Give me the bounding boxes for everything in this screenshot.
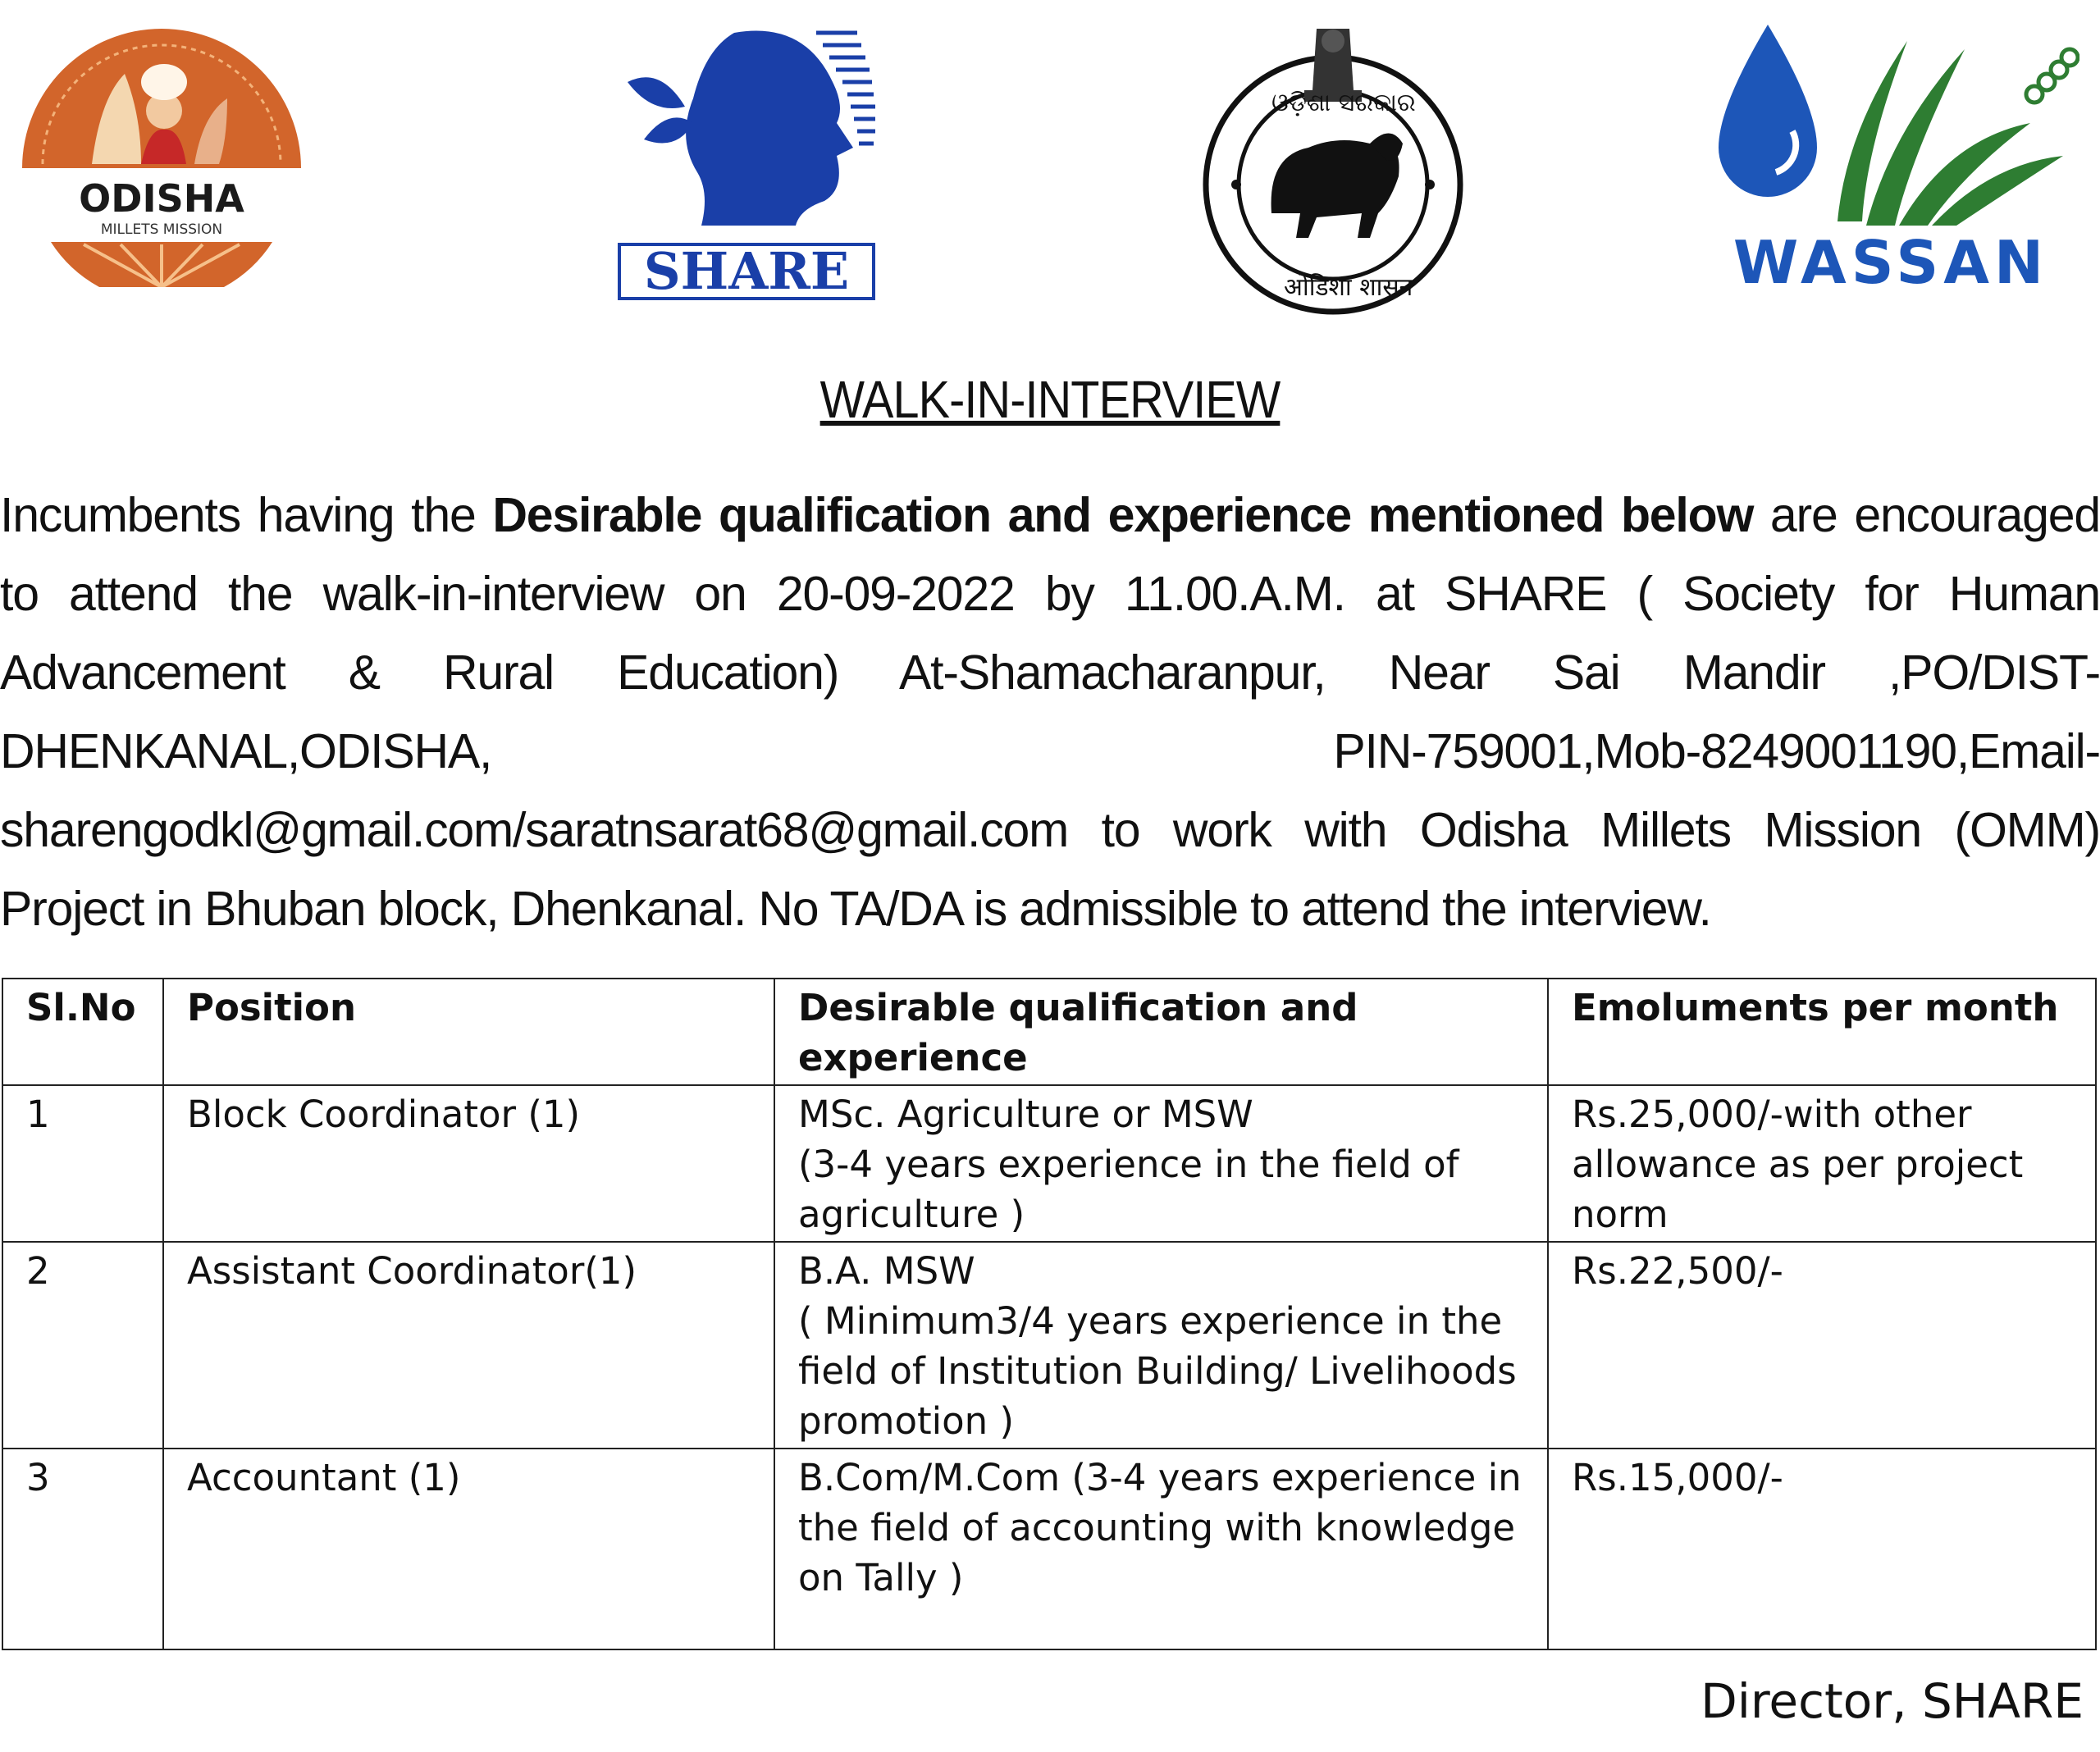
table-row: [2, 1085, 2096, 1242]
govt-emblem-bottom-text: ओडिशा शासन: [1284, 273, 1413, 302]
header-qualification: Desirable qualification and experience: [774, 979, 1548, 1085]
cell-sl-no: 1: [2, 1085, 163, 1242]
cell-emoluments: Rs.25,000/-with other allowance as per project norm: [1548, 1085, 2096, 1242]
positions-table: [2, 978, 2097, 1650]
page-title: WALK-IN-INTERVIEW: [819, 370, 1281, 429]
intro-text-bold: Desirable qualification and experience mentioned below: [492, 488, 1754, 542]
share-logo-text: SHARE: [643, 241, 850, 301]
table-row: [2, 1449, 2096, 1649]
govt-odisha-emblem: [1194, 12, 1472, 320]
cell-qualification: MSc. Agriculture or MSW (3-4 years experience in the field of agriculture ): [774, 1085, 1548, 1242]
cell-sl-no: 2: [2, 1242, 163, 1449]
wassan-logo: [1702, 16, 2079, 295]
govt-emblem-top-text: ଓଡ଼ିଶା ସରକାର: [1271, 89, 1416, 117]
cell-qualification: B.A. MSW ( Minimum3/4 years experience in the field of Institution Building/ Livelihoods promotion ): [774, 1242, 1548, 1449]
header-sl-no: Sl.No: [2, 979, 163, 1085]
cell-emoluments: Rs.22,500/-: [1548, 1242, 2096, 1449]
header-position: Position: [163, 979, 774, 1085]
logo-row: [0, 0, 2100, 320]
cell-emoluments: Rs.15,000/-: [1548, 1449, 2096, 1649]
signature: Director, SHARE: [1701, 1673, 2084, 1729]
wassan-logo-text: WASSAN: [1732, 228, 2049, 295]
cell-position: Block Coordinator (1): [163, 1085, 774, 1242]
odisha-millets-mission-logo: [18, 25, 305, 287]
intro-paragraph: [0, 476, 2100, 948]
intro-text-start: Incumbents having the: [0, 488, 493, 542]
header-emoluments: Emoluments per month: [1548, 979, 2096, 1085]
share-logo: [611, 16, 882, 303]
table-header-row: [2, 979, 2096, 1085]
table-row: [2, 1242, 2096, 1449]
cell-position: Assistant Coordinator(1): [163, 1242, 774, 1449]
odisha-logo-subtitle: MILLETS MISSION: [100, 221, 223, 238]
intro-text-end: are encouraged to attend the walk-in-interview on 20-09-2022 by 11.00.A.M. at SHARE ( Society for Human Advancement & Rural Education) At-Shamacharanpur, Near Sai Mandir ,PO/DIST-DHENKANAL,ODISHA, PIN-759001,Mob-8249001190,Email-sharengodkl@gmail.com/saratnsarat68@gmail.com to work with Odisha Millets Mission (OMM) Project in Bhuban block, Dhenkanal. No TA/DA is admissible to attend the interview.: [0, 488, 2100, 936]
odisha-logo-name: ODISHA: [79, 176, 244, 221]
cell-sl-no: 3: [2, 1449, 163, 1649]
cell-position: Accountant (1): [163, 1449, 774, 1649]
cell-qualification: B.Com/M.Com (3-4 years experience in the field of accounting with knowledge on Tally ): [774, 1449, 1548, 1649]
